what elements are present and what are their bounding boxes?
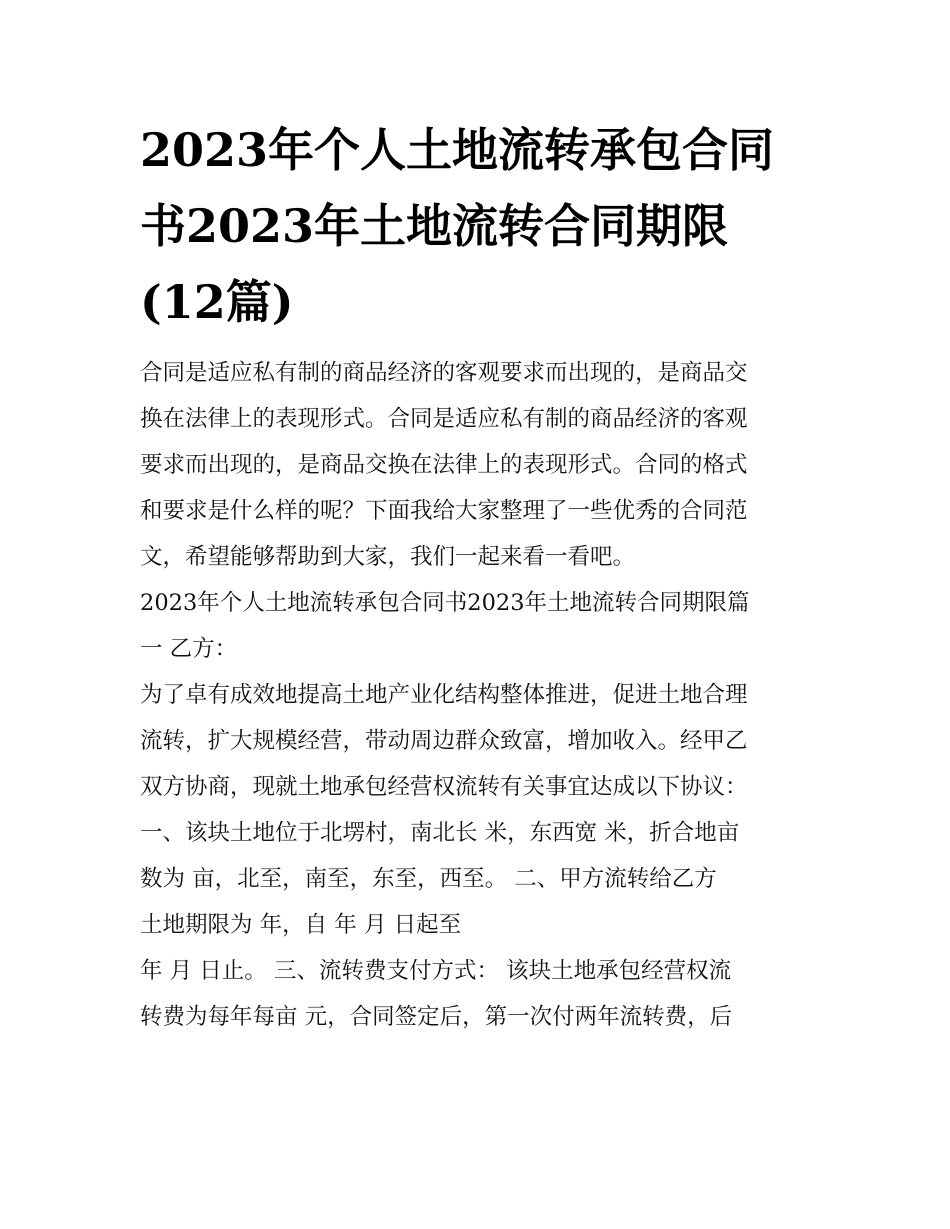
body-line: 流转，扩大规模经营，带动周边群众致富，增加收入。经甲乙: [140, 728, 748, 754]
body-line: 双方协商，现就土地承包经营权流转有关事宜达成以下协议：: [140, 774, 748, 800]
title-line-1: 2023年个人土地流转承包合同: [140, 123, 775, 177]
title-line-2: 书2023年土地流转合同期限: [140, 199, 729, 253]
body-line: 年 月 日止。 三、流转费支付方式： 该块土地承包经营权流: [140, 958, 732, 984]
document-body: [140, 350, 812, 1040]
body-line: 数为 亩，北至，南至，东至，西至。 二、甲方流转给乙方: [140, 866, 717, 892]
section-heading-line: 一 乙方：: [140, 636, 238, 662]
section-heading-line: 2023年个人土地流转承包合同书2023年土地流转合同期限篇: [140, 590, 750, 616]
body-line: 一、该块土地位于北塄村，南北长 米，东西宽 米，折合地亩: [140, 820, 740, 846]
body-line: 文，希望能够帮助到大家，我们一起来看一看吧。: [140, 544, 636, 570]
body-line: 和要求是什么样的呢？下面我给大家整理了一些优秀的合同范: [140, 498, 748, 524]
document-content: [140, 112, 812, 1040]
body-line: 土地期限为 年，自 年 月 日起至: [140, 912, 462, 938]
body-line: 合同是适应私有制的商品经济的客观要求而出现的，是商品交: [140, 360, 748, 386]
document-title: [140, 112, 812, 340]
body-line: 为了卓有成效地提高土地产业化结构整体推进，促进土地合理: [140, 682, 748, 708]
title-line-3: (12篇): [140, 275, 294, 329]
body-line: 换在法律上的表现形式。合同是适应私有制的商品经济的客观: [140, 406, 748, 432]
body-line: 要求而出现的，是商品交换在法律上的表现形式。合同的格式: [140, 452, 748, 478]
body-line: 转费为每年每亩 元，合同签定后，第一次付两年流转费，后: [140, 1004, 733, 1030]
